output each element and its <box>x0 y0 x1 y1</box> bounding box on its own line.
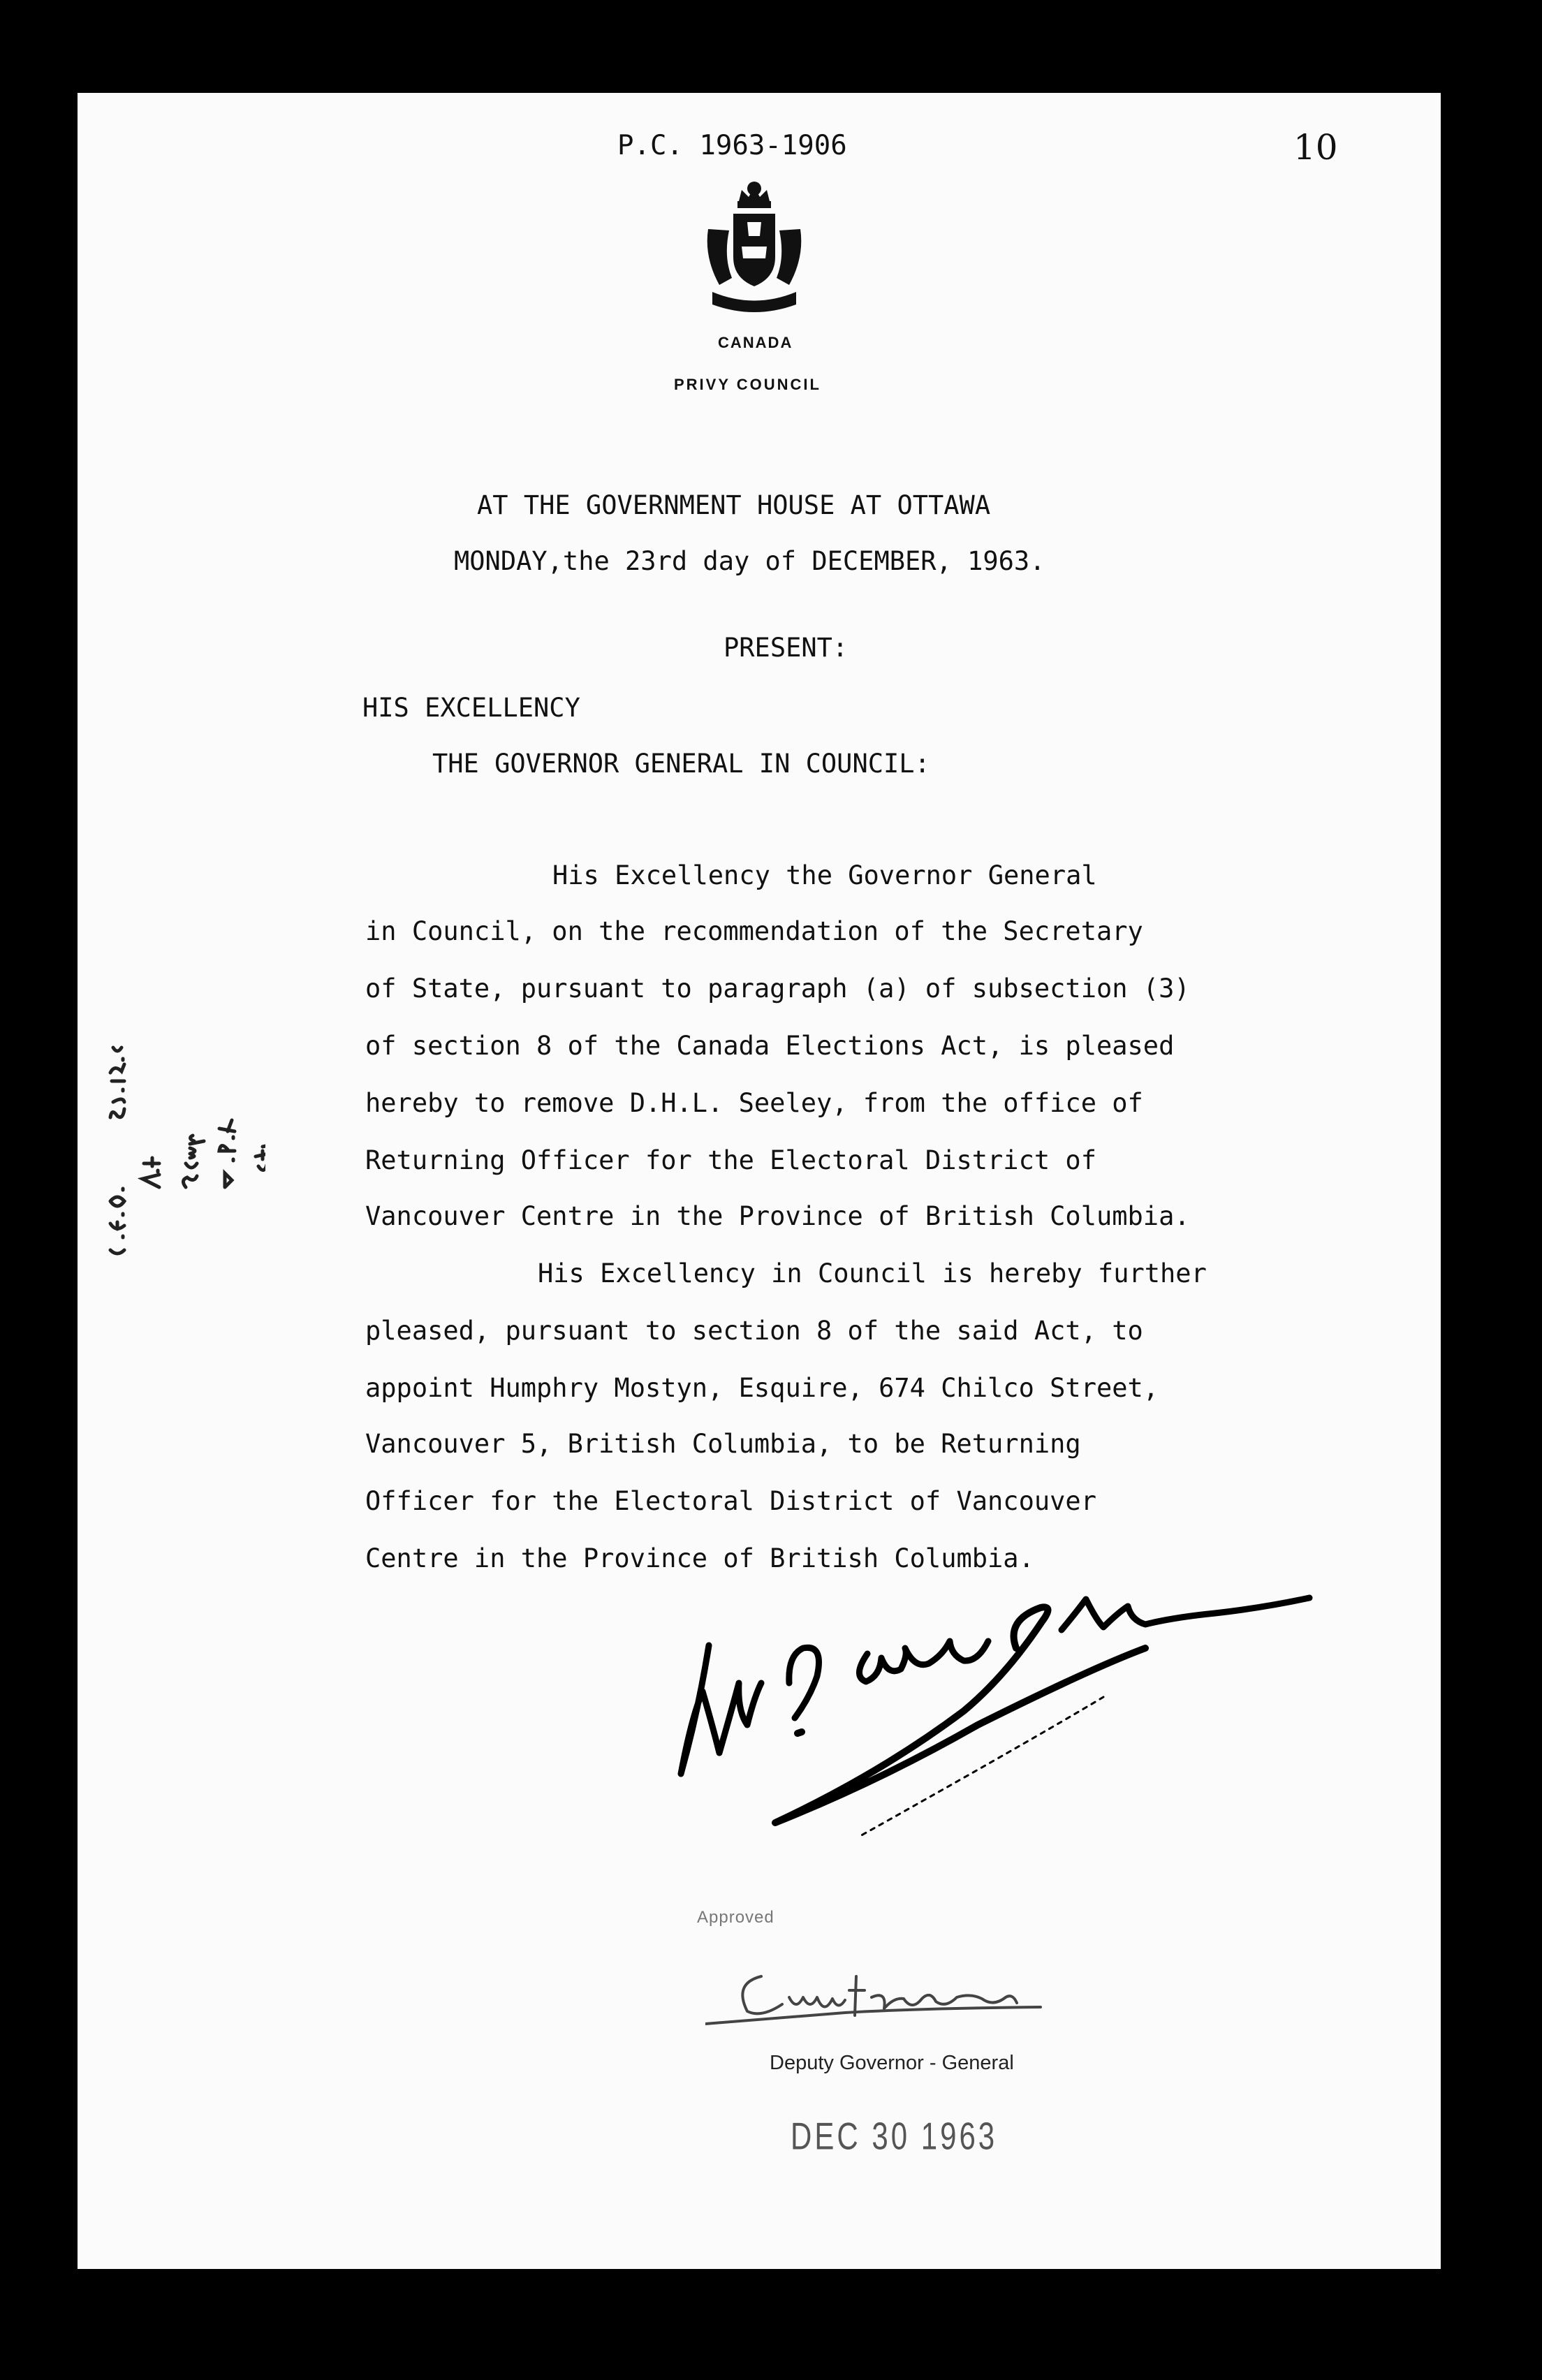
handwritten-margin-notes <box>42 978 265 1271</box>
privy-council-label: PRIVY COUNCIL <box>674 376 821 393</box>
body-line: pleased, pursuant to section 8 of the said Act, to <box>365 1316 1143 1346</box>
deputy-governor-title: Deputy Governor - General <box>770 2052 1014 2074</box>
body-line: Vancouver 5, British Columbia, to be Returning <box>365 1429 1081 1459</box>
present-heading: PRESENT: <box>724 633 849 663</box>
royal-coat-of-arms-icon <box>698 180 810 320</box>
body-line: in Council, on the recommendation of the Secretary <box>365 916 1143 946</box>
order-number: P.C. 1963-1906 <box>617 130 847 161</box>
meeting-place: AT THE GOVERNMENT HOUSE AT OTTAWA <box>477 490 991 520</box>
governor-general-signature <box>615 1571 1327 1886</box>
deputy-governor-signature <box>705 1948 1062 2039</box>
page-number: 10 <box>1293 127 1338 168</box>
body-line: Returning Officer for the Electoral District of <box>365 1145 1096 1175</box>
date-stamp: DEC 30 1963 <box>791 2115 998 2158</box>
body-line: hereby to remove D.H.L. Seeley, from the office of <box>365 1088 1143 1118</box>
country-label: CANADA <box>718 334 793 351</box>
body-line: His Excellency in Council is hereby further <box>538 1258 1207 1288</box>
body-line: appoint Humphry Mostyn, Esquire, 674 Chilco Street, <box>365 1373 1159 1403</box>
governor-general-in-council: THE GOVERNOR GENERAL IN COUNCIL: <box>432 749 930 779</box>
document-page <box>78 93 1441 2269</box>
body-line: His Excellency the Governor General <box>552 860 1097 890</box>
meeting-date: MONDAY,the 23rd day of DECEMBER, 1963. <box>454 546 1045 576</box>
body-line: Vancouver Centre in the Province of British Columbia. <box>365 1201 1190 1231</box>
his-excellency: HIS EXCELLENCY <box>362 693 580 723</box>
body-line: of section 8 of the Canada Elections Act, is pleased <box>365 1031 1175 1061</box>
approved-label: Approved <box>697 1908 774 1927</box>
body-line: Centre in the Province of British Columbia. <box>365 1543 1034 1573</box>
body-line: Officer for the Electoral District of Vancouver <box>365 1486 1096 1516</box>
body-line: of State, pursuant to paragraph (a) of subsection (3) <box>365 974 1190 1004</box>
